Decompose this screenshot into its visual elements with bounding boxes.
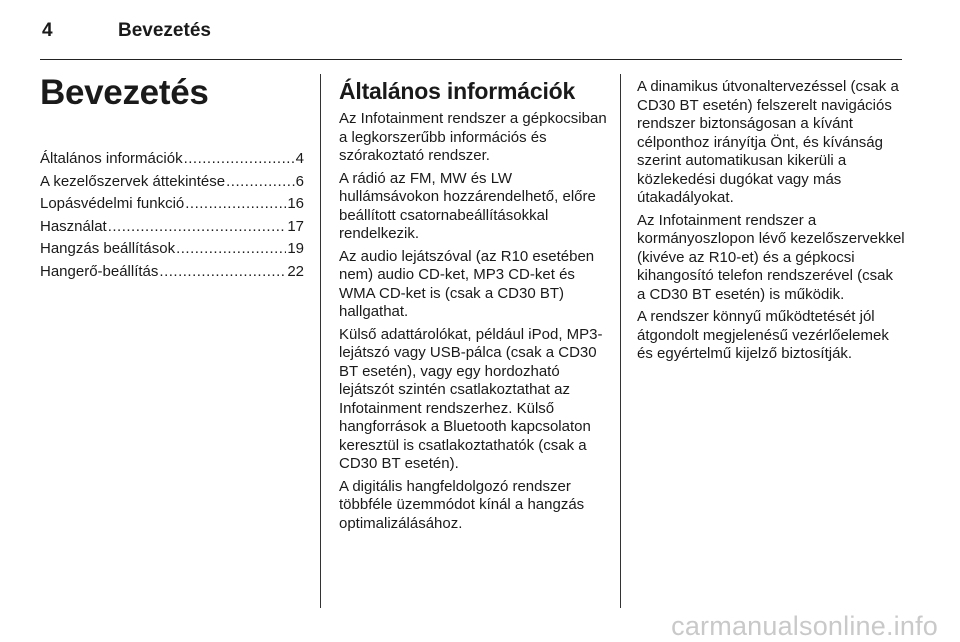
text-column-middle: [339, 78, 607, 537]
watermark-text: carmanualsonline.info: [671, 611, 938, 641]
toc-leader-dots: [185, 193, 286, 216]
toc-entry[interactable]: [40, 148, 304, 171]
toc-leader-dots: [226, 171, 295, 194]
body-paragraph: A rádió az FM, MW és LW hullámsávokon hozzárendelhető, előre beállított csatornabeállításokkal rendelkezik.: [339, 169, 596, 242]
toc-entry[interactable]: [40, 261, 304, 284]
column-divider: [620, 74, 621, 608]
body-paragraph: A dinamikus útvonaltervezéssel (csak a CD30 BT esetén) felszerelt navigációs rendszer biztonságosan a kívánt célponthoz irányítja Önt, és kívánság szerint automatikusan kikerüli a közlekedési dugókat vagy más útakadályokat.: [637, 78, 899, 206]
body-paragraph: A digitális hangfeldolgozó rendszer többféle üzemmódot kínál a hangzás optimalizálásához.: [339, 477, 585, 532]
toc-entry[interactable]: [40, 238, 304, 261]
toc-entry-label: Általános információk: [40, 150, 183, 167]
page-number: 4: [42, 20, 53, 41]
toc-entry-label: Hangzás beállítások: [40, 240, 176, 257]
toc-entry-label: Hangerő-beállítás: [40, 262, 159, 280]
toc-entry[interactable]: [40, 216, 304, 239]
section-title: Általános információk: [339, 78, 576, 104]
toc-entry-page: 17: [287, 217, 304, 235]
toc-entry-label: Használat: [40, 217, 107, 235]
toc-entry-page: 16: [287, 195, 304, 212]
toc-entry[interactable]: [40, 171, 304, 194]
toc-entry[interactable]: [40, 193, 304, 216]
body-paragraph: A rendszer könnyű működtetését jól átgondolt megjelenésű vezérlőelemek és egyértelmű kijelző biztosítják.: [637, 308, 889, 362]
toc-entry-label: Lopásvédelmi funkció: [40, 195, 185, 212]
body-paragraph: Külső adattárolókat, például iPod, MP3-lejátszó vagy USB-pálca (csak a CD30 BT esetén), vagy egy hordozható lejátszót szintén csatlakoztathat az Infotainment rendszerhez. Külső hangforrások a Bluetooth kapcsolaton keresztül is csatlakoztathatók (csak a CD30 BT esetén).: [339, 325, 603, 472]
toc-leader-dots: [176, 238, 286, 261]
column-divider: [320, 74, 321, 608]
toc-entry-page: 4: [295, 150, 304, 167]
toc-leader-dots: [184, 148, 295, 171]
toc-leader-dots: [159, 261, 286, 284]
body-paragraph: Az Infotainment rendszer a gépkocsiban a legkorszerűbb információs és szórakoztató rendszer.: [339, 110, 607, 164]
body-paragraph: Az audio lejátszóval (az R10 esetében nem) audio CD-ket, MP3 CD-ket és WMA CD-ket is (csak a CD30 BT) hallgathat.: [339, 247, 595, 320]
text-column-right: [637, 78, 905, 368]
running-header-title: Bevezetés: [118, 20, 211, 41]
toc-entry-page: 6: [295, 172, 304, 190]
toc-entry-page: 22: [287, 262, 304, 280]
table-of-contents: [40, 148, 304, 283]
chapter-title: Bevezetés: [40, 73, 209, 112]
body-paragraph: Az Infotainment rendszer a kormányoszlopon lévő kezelőszervekkel (kivéve az R10-et) és a gépkocsi kihangosító telefon rendszerével (csak a CD30 BT esetén) is működik.: [637, 211, 905, 303]
toc-leader-dots: [108, 216, 287, 239]
toc-entry-label: A kezelőszervek áttekintése: [40, 172, 226, 190]
header-divider: [40, 59, 902, 60]
toc-entry-page: 19: [287, 240, 304, 257]
